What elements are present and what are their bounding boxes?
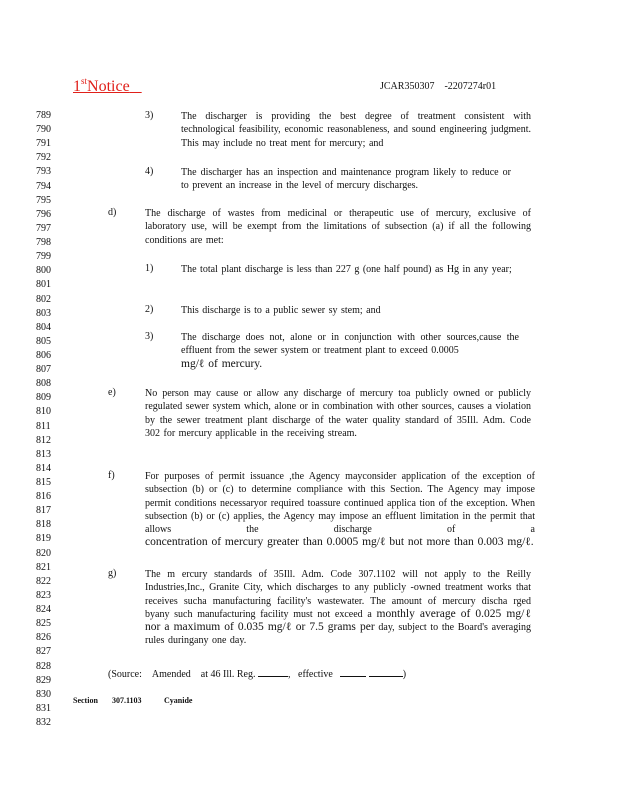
source-comma: , bbox=[288, 669, 291, 680]
source-amended: Amended bbox=[151, 669, 191, 680]
line-number: 798 bbox=[36, 237, 51, 249]
section-word: Section bbox=[73, 696, 98, 705]
item-label: 2) bbox=[145, 304, 154, 315]
item-label: d) bbox=[108, 207, 117, 218]
line-number: 829 bbox=[36, 674, 51, 686]
source-note bbox=[108, 667, 406, 680]
line-number: 807 bbox=[36, 364, 51, 376]
doc-code: JCAR350307 bbox=[380, 81, 435, 92]
volume-blank bbox=[258, 667, 288, 677]
item-text: The total plant discharge is less than 227 g (one half pound) as Hg in any year; bbox=[181, 264, 512, 275]
line-number: 790 bbox=[36, 124, 51, 136]
item-text: No person may cause or allow any discharge of mercury toa publicly owned or publicly regulated sewer system which, alone or in combination with other sources, causes a violation by the sewer treatment plant discharge of the water quality standard of 35Ill. Adm. Code 302 for mercury applicable in the receiving stream. bbox=[145, 388, 531, 439]
line-number: 826 bbox=[36, 632, 51, 644]
line-number: 811 bbox=[36, 420, 51, 432]
source-close: ) bbox=[402, 669, 407, 680]
line-number: 806 bbox=[36, 349, 51, 361]
item-text-body: For purposes of permit issuance ,the Agency mayconsider application of the exception of subsection (b) or (c) to determine compliance with this Section. The Agency may impose permit conditions necessaryor required toassure continued applica tion of the exception. When subsection (b) or (c) applies, the Agency may impose an effluent limitation in the permit that allows the discharge of a bbox=[145, 471, 535, 536]
line-number: 830 bbox=[36, 688, 51, 700]
doc-suffix: -2207274r01 bbox=[444, 81, 497, 92]
line-number: 797 bbox=[36, 222, 51, 234]
notice-word: Notice bbox=[87, 78, 130, 95]
line-number: 796 bbox=[36, 208, 51, 220]
line-number: 822 bbox=[36, 575, 51, 587]
line-number: 814 bbox=[36, 462, 51, 474]
line-number: 801 bbox=[36, 279, 51, 291]
item-label: 3) bbox=[145, 110, 154, 121]
item-text-emphasis: concentration of mercury greater than 0.0005 mg/ℓ but not more than 0.003 mg/ℓ. bbox=[145, 536, 534, 549]
line-number: 821 bbox=[36, 561, 51, 573]
line-number: 816 bbox=[36, 491, 51, 503]
item-text bbox=[181, 331, 519, 371]
item-label: g) bbox=[108, 568, 117, 579]
item-text-body: The m ercury standards of 35Ill. Adm. Code 307.1102 will not apply to the Reilly Industries,Inc., Granite City, which discharges to any publicly -owned treatment works that receives sucha manufacturing facility's wastewater. The amount of mercury discha rged byany such manufacturing facility must not exceed a bbox=[145, 569, 531, 620]
line-number: 831 bbox=[36, 702, 51, 714]
line-number: 812 bbox=[36, 434, 51, 446]
item-text: This discharge is to a public sewer sy stem; and bbox=[181, 305, 381, 316]
line-number: 799 bbox=[36, 251, 51, 263]
line-number: 802 bbox=[36, 293, 51, 305]
line-number: 794 bbox=[36, 180, 51, 192]
line-number: 808 bbox=[36, 378, 51, 390]
item-text: The discharger has an inspection and maintenance program likely to reduce or to prevent an increase in the level of mercury discharges. bbox=[181, 167, 511, 192]
item-text bbox=[145, 470, 535, 550]
line-number: 803 bbox=[36, 307, 51, 319]
notice-number: 1 bbox=[73, 78, 81, 95]
item-text bbox=[145, 568, 531, 648]
line-number: 792 bbox=[36, 152, 51, 164]
line-number: 815 bbox=[36, 477, 51, 489]
section-number: 307.1103 bbox=[112, 696, 142, 705]
source-open: (Source: bbox=[108, 669, 142, 680]
line-number: 832 bbox=[36, 717, 51, 728]
line-number: 809 bbox=[36, 392, 51, 404]
item-text-emphasis: monthly average of 0.025 mg/ℓ nor a maximum of 0.035 mg/ℓ or 7.5 grams per bbox=[145, 607, 532, 634]
line-number: 819 bbox=[36, 533, 51, 545]
line-number: 827 bbox=[36, 646, 51, 658]
date-blank bbox=[369, 667, 403, 677]
line-number: 820 bbox=[36, 547, 51, 559]
notice-suffix: st bbox=[81, 76, 88, 86]
line-number: 800 bbox=[36, 265, 51, 277]
source-effective: effective bbox=[298, 669, 333, 680]
date-blank bbox=[340, 667, 366, 677]
line-number: 828 bbox=[36, 660, 51, 672]
item-text-emphasis: mg/ℓ of mercury. bbox=[181, 357, 263, 370]
item-label: e) bbox=[108, 387, 116, 398]
item-label: 3) bbox=[145, 331, 154, 342]
line-number: 824 bbox=[36, 604, 51, 616]
document-code bbox=[380, 81, 496, 92]
source-at: at 46 Ill. Reg. bbox=[200, 669, 256, 680]
item-label: 4) bbox=[145, 166, 154, 177]
line-number: 817 bbox=[36, 505, 51, 517]
section-title: Cyanide bbox=[164, 696, 193, 705]
line-number: 813 bbox=[36, 448, 51, 460]
line-number: 825 bbox=[36, 618, 51, 630]
line-number: 793 bbox=[36, 166, 51, 178]
item-text-tail: day, subject to the Board's averaging rules duringany one day. bbox=[145, 622, 532, 647]
item-label: 1) bbox=[145, 263, 154, 274]
line-number: 805 bbox=[36, 335, 51, 347]
item-text-body: The discharge does not, alone or in conjunction with other sources,cause the effluent from the sewer system or treatment plant to exceed 0.0005 bbox=[181, 332, 519, 357]
item-text: The discharger is providing the best degree of treatment consistent with technological feasibility, economic reasonableness, and sound engineering judgment. This may include no treat ment for mercury; and bbox=[181, 111, 531, 149]
line-number: 823 bbox=[36, 589, 51, 601]
line-number: 804 bbox=[36, 321, 51, 333]
line-number: 791 bbox=[36, 138, 51, 150]
line-number: 818 bbox=[36, 519, 51, 531]
item-label: f) bbox=[108, 470, 115, 481]
line-number: 795 bbox=[36, 194, 51, 206]
line-number: 789 bbox=[36, 110, 51, 121]
notice-label bbox=[73, 76, 142, 96]
line-number: 810 bbox=[36, 406, 51, 418]
item-text: The discharge of wastes from medicinal or therapeutic use of mercury, exclusive of laboratory use, will be exempt from the limitations of subsection (a) if all the following conditions are met: bbox=[145, 208, 531, 246]
